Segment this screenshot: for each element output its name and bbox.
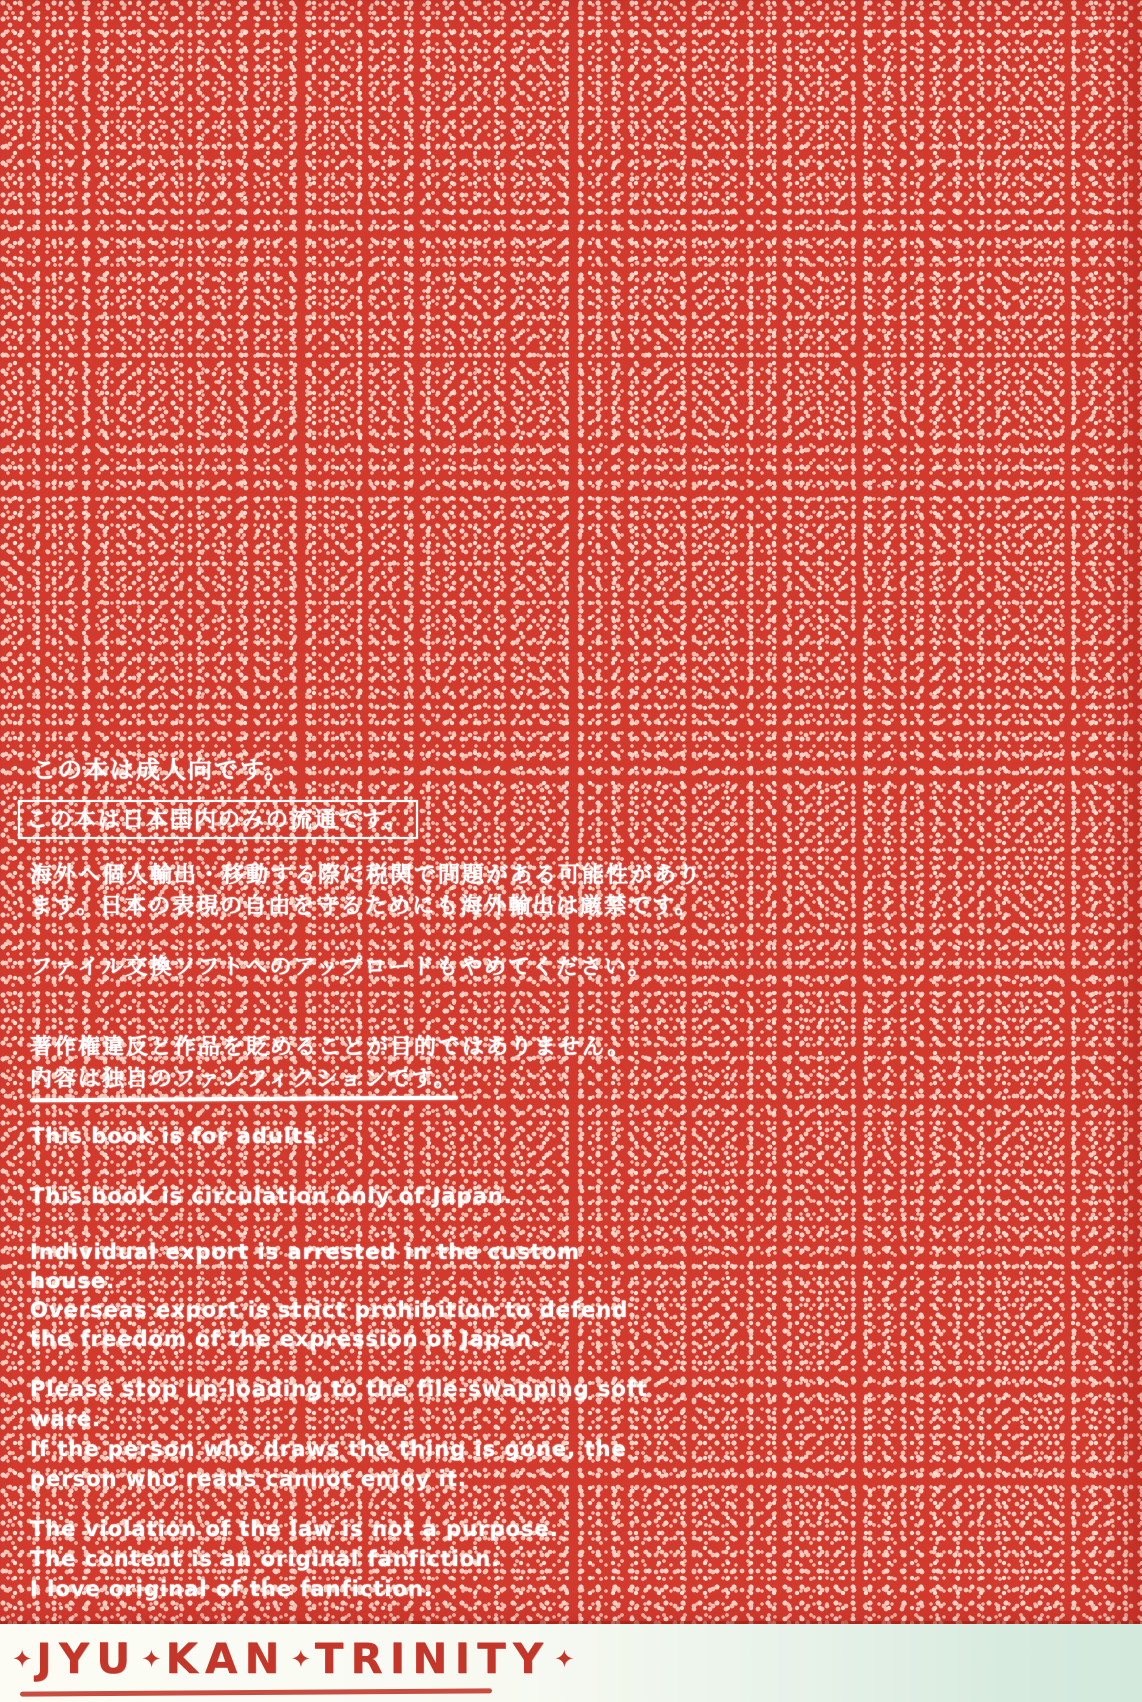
en-export-line-2: house. bbox=[30, 1269, 116, 1293]
en-adults-line: This book is for adults. bbox=[30, 1124, 326, 1148]
logo-word-kan: KAN bbox=[165, 1634, 287, 1683]
sparkle-icon: ✦ bbox=[12, 1645, 33, 1673]
logo-word-trinity: TRINITY bbox=[314, 1634, 551, 1683]
jp-export-paragraph bbox=[30, 860, 702, 922]
en-purpose-line-2: The content is an original fanfiction. bbox=[30, 1547, 501, 1571]
en-upload-line-1: Please stop up-loading to the file-swapping soft bbox=[30, 1377, 648, 1401]
jp-domestic-only-box: この本は日本国内のみの流通です。 bbox=[18, 800, 418, 839]
en-purpose-line-1: The violation of the law is not a purpose. bbox=[30, 1517, 559, 1541]
jp-export-line-1: 海外へ個人輸出・移動する際に税関で問題がある可能性があり bbox=[30, 863, 703, 888]
jp-adults-line: この本は成人向です。 bbox=[32, 756, 291, 784]
en-upload-paragraph bbox=[30, 1374, 648, 1494]
en-export-line-1: Individual export is arrested in the custom bbox=[30, 1240, 581, 1264]
en-purpose-line-3: I love original of the fanfiction. bbox=[30, 1577, 433, 1601]
jp-purpose-paragraph bbox=[30, 1032, 631, 1096]
footer-band bbox=[0, 1624, 1142, 1702]
jp-upload-line: ファイル交換ソフトへのアップロードもやめてください。 bbox=[30, 955, 653, 980]
en-circulation-line: This book is circulation only of Japan. bbox=[30, 1184, 513, 1208]
logo-word-jyu: JYU bbox=[36, 1634, 138, 1683]
logo-underline bbox=[20, 1688, 492, 1696]
circle-logo bbox=[8, 1634, 578, 1683]
en-upload-line-4: person who reads cannot enjoy it. bbox=[30, 1467, 467, 1491]
jp-purpose-line-1: 著作権違反と作品を貶めることが目的ではありません。 bbox=[30, 1035, 632, 1060]
en-upload-line-2: ware. bbox=[30, 1407, 102, 1431]
jp-export-line-2: ます。日本の表現の自由を守るためにも海外輸出は厳禁です。 bbox=[30, 894, 699, 919]
sparkle-icon: ✦ bbox=[290, 1645, 311, 1673]
sparkle-icon: ✦ bbox=[554, 1645, 575, 1673]
en-export-line-4: the freedom of the expression of Japan. bbox=[30, 1327, 541, 1351]
jp-purpose-line-2: 内容は独自のファンフィクションです。 bbox=[30, 1067, 458, 1092]
sparkle-icon: ✦ bbox=[141, 1645, 162, 1673]
en-upload-line-3: If the person who draws the thing is gone, the bbox=[30, 1437, 627, 1461]
en-purpose-paragraph bbox=[30, 1514, 559, 1604]
en-export-line-3: Overseas export is strict prohibition to defend bbox=[30, 1298, 629, 1322]
en-export-paragraph bbox=[30, 1238, 628, 1354]
